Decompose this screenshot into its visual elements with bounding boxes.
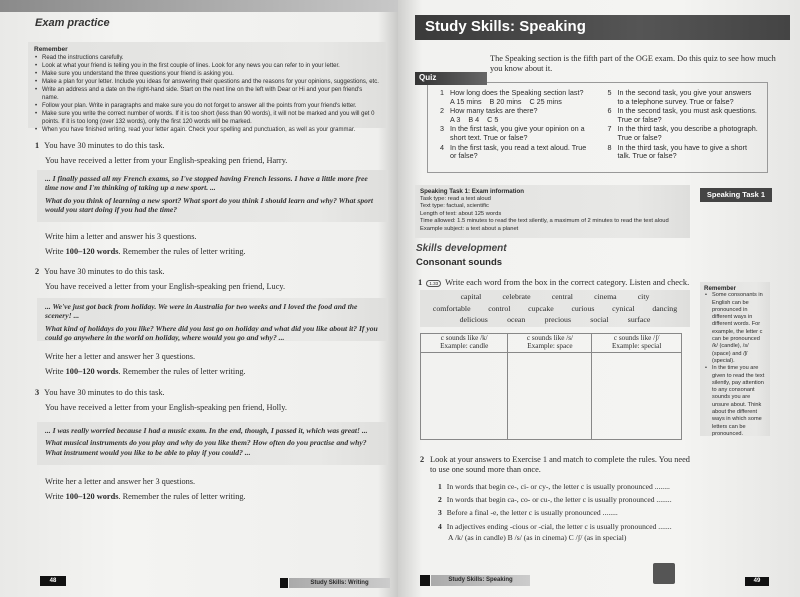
word-count-instruction (45, 367, 246, 376)
word: comfortable (432, 303, 471, 313)
quiz-question: In the second task, you give your answers to a telephone survey. True or false? (617, 88, 752, 106)
task-1-time (35, 141, 165, 150)
task-time: You have 30 minutes to do this task. (44, 267, 165, 276)
quiz-item (608, 89, 760, 106)
exercise-instruction: Write each word from the box in the correct category. Listen and check. (445, 277, 690, 287)
word: cynical (612, 303, 635, 313)
rule-item (438, 506, 695, 519)
remember-item: • When you have finished writing, read your letter again. Check your spelling and punctuation, as well as your grammar. (34, 126, 380, 134)
exercise-instruction: Look at your answers to Exercise 1 and match to complete the rules. You need to use one sound more than once. (430, 455, 690, 474)
quiz-number: 4 (440, 142, 444, 152)
letter-paragraph: ... I was really worried because I had a music exam. In the end, though, I passed it, which was great! ... (45, 426, 368, 435)
quiz-question: In the first task, you give your opinion on a short text. True or false? (450, 124, 585, 142)
rule-text: In words that begin ce-, ci- or cy-, the letter c is usually pronounced ........ (446, 482, 670, 491)
title-bar (415, 15, 790, 40)
exam-info-line: Example subject: a text about a planet (420, 225, 519, 232)
letter-extract (37, 170, 388, 222)
header-sound: c sounds like /k/ (440, 334, 488, 342)
quiz-question: In the third task, you describe a photograph. True or false? (617, 124, 758, 142)
footer-marker (280, 578, 288, 588)
right-page (398, 0, 800, 597)
task-3-time (35, 388, 165, 397)
exercise-number: 2 (420, 455, 425, 464)
text: Write (45, 492, 66, 501)
footer-label: Study Skills: Speaking (431, 575, 530, 586)
quiz-options: A 3 B 4 C 5 (450, 114, 499, 124)
exercise-2 (420, 455, 695, 543)
rule-text: In words that begin ca-, co- or cu-, the letter c is usually pronounced ........ (446, 495, 672, 505)
remember-item: • Read the instructions carefully. (34, 54, 380, 62)
exam-info-line: Time allowed: 1.5 minutes to read the text silently, a maximum of 2 minutes to read the text aloud (420, 218, 669, 225)
answer-cell[interactable] (592, 353, 682, 440)
word: delicious (459, 315, 488, 324)
word: dancing (652, 303, 678, 313)
text: . Remember the rules of letter writing. (118, 247, 246, 256)
text: . Remember the rules of letter writing. (118, 492, 246, 501)
word: control (488, 303, 511, 313)
quiz-question: In the second task, you must ask questions. True or false? (617, 106, 757, 124)
rule-number: 3 (438, 508, 442, 518)
quiz-item (608, 144, 760, 161)
word-count-instruction (45, 492, 246, 501)
footer-label: Study Skills: Writing (289, 578, 390, 588)
remember-item: • Make sure you write the correct number of words. If it is too short (less than 90 words), it will not be marked and you will get 0 points. If it is too long (over 132 words), only the first 120 words will be marked. (34, 110, 380, 126)
exercise-number: 1 (418, 277, 423, 287)
quiz-item (440, 89, 592, 106)
skills-heading: Skills development (416, 243, 507, 254)
quiz-box (427, 82, 768, 173)
category-table (420, 333, 682, 440)
task-number: 2 (35, 267, 40, 276)
quiz-number: 6 (607, 106, 612, 116)
rule-number: 2 (438, 495, 442, 505)
remember-item: • Make a plan for your letter. Include you ideas for answering their questions and the reasons for your opinions, suggestions, etc. (34, 78, 380, 86)
quiz-number: 7 (607, 124, 612, 134)
section-title: Exam practice (35, 17, 110, 29)
word-row (420, 291, 690, 303)
page-number: 49 (745, 577, 769, 586)
remember-title: Remember (704, 285, 736, 292)
task-intro: You have received a letter from your English-speaking pen friend, Harry. (45, 156, 288, 165)
remember-title: Remember (34, 46, 68, 53)
quiz-number: 1 (440, 88, 444, 97)
publisher-logo (653, 563, 675, 584)
remember-item: • Some consonants in English can be pronounced in different ways in different words. For example, the letter c can be pronounced /k/ (candle), /s/ (space) and /ʃ/ (special). (704, 292, 766, 365)
task-number: 1 (35, 141, 40, 150)
word-row (420, 303, 690, 315)
table-header (421, 334, 508, 353)
remember-item: • Follow your plan. Write in paragraphs and make sure you do not forget to answer all the points from your friend's letter. (34, 102, 380, 110)
text: Write (45, 367, 66, 376)
letter-paragraph: What musical instruments do you play and why do you like them? How often do you practise and why? What instrument would you like to be able to play if you could? ... (45, 438, 367, 457)
rule-item (438, 520, 695, 533)
quiz-question: How long does the Speaking section last? (450, 88, 584, 97)
quiz-item (440, 144, 592, 161)
remember-item: • Look at what your friend is telling you in the first couple of lines. Look for any news you can refer to in your letter. (34, 62, 380, 70)
rule-text: In adjectives ending -cious or -cial, the letter c is usually pronounced ....... (446, 521, 672, 531)
text: . Remember the rules of letter writing. (118, 367, 246, 376)
task-2-time (35, 267, 165, 276)
exam-info-line: Text type: factual, scientific (420, 203, 489, 210)
letter-paragraph: ... We've just got back from holiday. We were in Australia for two weeks and I loved the food and the scenery! ... (45, 302, 358, 321)
quiz-number: 5 (607, 88, 612, 97)
intro-text: The Speaking section is the fifth part of the OGE exam. Do this quiz to see how much you know about it. (490, 54, 776, 73)
letter-paragraph: What kind of holidays do you like? Where did you last go on holiday and what did you like about it? If you could go anywhere in the world on holiday, where would you go and why? ... (45, 323, 378, 343)
exam-info-line: Length of text: about 125 words (420, 210, 502, 217)
word: capital (460, 292, 482, 301)
page-number: 48 (40, 576, 66, 586)
answer-cell[interactable] (421, 353, 508, 440)
word-row (420, 314, 690, 326)
quiz-question: In the first task, you read a text aloud. True or false? (450, 142, 587, 161)
answer-options: A /k/ (as in candle) B /s/ (as in cinema) C /ʃ/ (as in special) (448, 532, 627, 542)
rule-number: 1 (438, 482, 442, 491)
table-header (508, 334, 592, 353)
word: curious (571, 303, 595, 313)
quiz-number: 3 (440, 124, 444, 134)
left-page (0, 0, 398, 597)
task-instruction: Write her a letter and answer her 3 questions. (45, 477, 196, 486)
rule-item (438, 480, 695, 493)
word: city (637, 292, 650, 301)
word: celebrate (502, 292, 531, 301)
word: cupcake (528, 303, 554, 313)
quiz-options: A 15 mins B 20 mins C 25 mins (450, 96, 562, 106)
speaking-task-tag: Speaking Task 1 (700, 188, 772, 202)
letter-extract (37, 298, 388, 341)
task-instruction: Write her a letter and answer her 3 questions. (45, 352, 196, 361)
quiz-item (608, 125, 760, 142)
exam-info-box (415, 185, 690, 238)
quiz-item (440, 107, 592, 124)
word-count: 100–120 words (65, 492, 119, 501)
exercise-1 (418, 277, 689, 287)
header-sound: c sounds like /ʃ/ (613, 334, 660, 342)
answer-cell[interactable] (508, 353, 592, 440)
quiz-number: 8 (607, 142, 612, 152)
letter-extract (37, 422, 388, 465)
task-time: You have 30 minutes to do this task. (44, 141, 165, 150)
remember-sidebar (700, 282, 770, 436)
header-example: Example: space (527, 342, 573, 350)
quiz-question: How many tasks are there? (450, 106, 538, 116)
rule-number: 4 (438, 521, 442, 531)
remember-item: • Make sure you understand the three questions your friend is asking you. (34, 70, 380, 78)
header-sound: c sounds like /s/ (526, 334, 573, 342)
exam-info-line: Task type: read a text aloud (420, 195, 491, 202)
word: ocean (507, 315, 526, 324)
word: precious (544, 315, 571, 324)
remember-item: • In the time you are given to read the text silently, pay attention to any consonant sounds you are unsure about. Think about the different ways in which some letters can be pronounced. (704, 365, 766, 438)
word-count: 100–120 words (65, 247, 119, 256)
quiz-item (440, 125, 592, 142)
table-header (592, 334, 682, 353)
header-example: Example: special (612, 342, 662, 350)
header-band (0, 0, 398, 12)
quiz-item (608, 107, 760, 124)
quiz-question: In the third task, you have to give a short talk. True or false? (617, 142, 747, 161)
word: central (551, 292, 573, 301)
exam-info-title: Speaking Task 1: Exam information (420, 188, 525, 195)
header-example: Example: candle (440, 342, 489, 350)
word-count: 100–120 words (65, 367, 119, 376)
remember-item: • Write an address and a date on the right-hand side. Start on the next line on the left with Dear or Hi and your pen friend's name. (34, 86, 380, 102)
task-instruction: Write him a letter and answer his 3 questions. (45, 232, 197, 241)
word-count-instruction (45, 247, 246, 256)
quiz-label: Quiz (415, 72, 487, 85)
footer-marker (420, 575, 430, 586)
rule-text: Before a final -e, the letter c is usually pronounced ........ (446, 508, 618, 518)
page-title: Study Skills: Speaking (425, 18, 586, 35)
letter-paragraph: What do you think of learning a new sport? What sport do you think I should learn and why? What sport would you start doing if you had the time? (45, 195, 374, 215)
remember-box (28, 42, 386, 133)
letter-paragraph: ... I finally passed all my French exams, so I've stopped having French lessons. I have a little more free time now and I'm thinking of taking up a new sport. ... (45, 174, 368, 193)
sub-heading: Consonant sounds (416, 257, 503, 268)
task-number: 3 (35, 388, 40, 397)
word: surface (627, 315, 651, 324)
task-intro: You have received a letter from your English-speaking pen friend, Holly. (45, 403, 287, 412)
word: cinema (594, 292, 617, 301)
task-time: You have 30 minutes to do this task. (44, 388, 165, 397)
word: social (590, 315, 609, 324)
audio-track-icon[interactable]: 1.33 (426, 280, 441, 287)
task-intro: You have received a letter from your English-speaking pen friend, Lucy. (45, 282, 286, 291)
text: Write (45, 247, 66, 256)
rule-item (438, 493, 695, 506)
word-box (420, 290, 690, 327)
quiz-number: 2 (440, 106, 444, 116)
